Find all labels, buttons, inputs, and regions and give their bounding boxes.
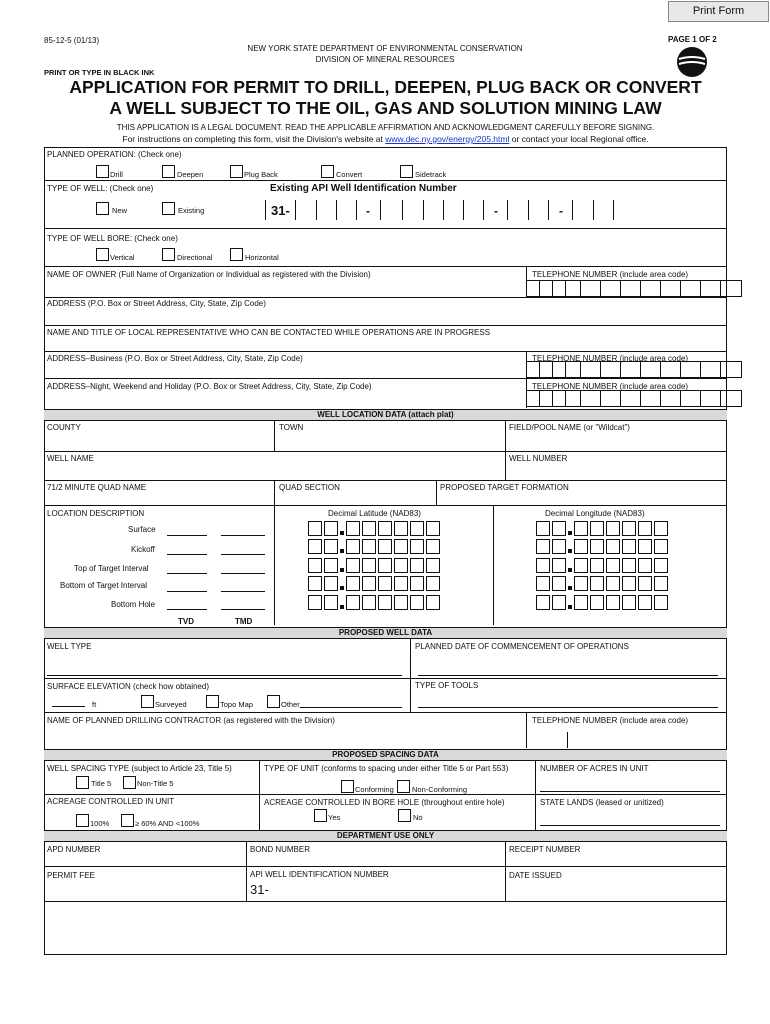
acreage-100-label: 100%: [90, 819, 110, 828]
topo-map-checkbox[interactable]: [206, 695, 219, 708]
directional-label: Directional: [177, 253, 213, 262]
instructions-line: [44, 134, 727, 144]
bottom-target-tmd-input[interactable]: [221, 591, 265, 592]
form-title-line2: A WELL SUBJECT TO THE OIL, GAS AND SOLUTION MINING LAW: [109, 98, 662, 118]
horizontal-label: Horizontal: [245, 253, 279, 262]
spacing-header: PROPOSED SPACING DATA: [44, 749, 727, 761]
bore-yes-label: Yes: [328, 813, 341, 822]
convert-label: Convert: [336, 170, 363, 179]
well-location-header: WELL LOCATION DATA (attach plat): [44, 409, 727, 421]
website-link[interactable]: www.dec.ny.gov/energy/205.html: [385, 134, 510, 144]
proposed-well-header: PROPOSED WELL DATA: [44, 627, 727, 639]
topo-map-label: Topo Map: [220, 700, 253, 709]
acreage-controlled-label: ACREAGE CONTROLLED IN UNIT: [47, 797, 175, 806]
agency-name: NEW YORK STATE DEPARTMENT OF ENVIRONMENTAL CONSERVATION: [247, 44, 523, 53]
page-number: PAGE 1 OF 2: [668, 35, 717, 44]
conforming-label: Conforming: [355, 785, 394, 794]
form-title-line1: APPLICATION FOR PERMIT TO DRILL, DEEPEN, PLUG BACK OR CONVERT: [69, 77, 702, 97]
print-form-button[interactable]: Print Form: [668, 1, 769, 22]
target-formation-label: PROPOSED TARGET FORMATION: [440, 483, 569, 492]
department-use-header: DEPARTMENT USE ONLY: [44, 830, 727, 842]
state-lands-input[interactable]: [540, 825, 720, 826]
state-lands-label: STATE LANDS (leased or unitized): [540, 798, 664, 807]
kickoff-longitude-input[interactable]: [536, 539, 670, 554]
title-5-checkbox[interactable]: [76, 776, 89, 789]
contractor-phone-input[interactable]: [528, 727, 725, 745]
api-well-id-value: 31-: [250, 882, 269, 897]
bottom-hole-longitude-input[interactable]: [536, 595, 670, 610]
instructions-text: For instructions on completing this form, visit the Division's website at: [122, 134, 386, 144]
quad-name-label: 71/2 MINUTE QUAD NAME: [47, 483, 147, 492]
bore-yes-checkbox[interactable]: [314, 809, 327, 822]
acreage-bore-label: ACREAGE CONTROLLED IN BORE HOLE (throughout entire hole): [264, 798, 505, 807]
new-well-checkbox[interactable]: [96, 202, 109, 215]
type-of-well-label: TYPE OF WELL: (Check one): [47, 184, 154, 193]
new-well-label: New: [112, 206, 128, 215]
api-well-id-label: API WELL IDENTIFICATION NUMBER: [250, 870, 389, 879]
type-of-tools-input[interactable]: [418, 707, 718, 708]
receipt-number-label: RECEIPT NUMBER: [509, 845, 581, 854]
existing-well-checkbox[interactable]: [162, 202, 175, 215]
local-rep-label: NAME AND TITLE OF LOCAL REPRESENTATIVE WHO CAN BE CONTACTED WHILE OPERATIONS ARE IN PROGRESS: [47, 328, 491, 337]
well-bore-label: TYPE OF WELL BORE: (Check one): [47, 234, 178, 243]
surface-latitude-input[interactable]: [308, 521, 442, 536]
acreage-60-checkbox[interactable]: [121, 814, 134, 827]
api-dash-2: -: [494, 204, 498, 218]
top-target-longitude-input[interactable]: [536, 558, 670, 573]
acreage-100-checkbox[interactable]: [76, 814, 89, 827]
top-target-label: Top of Target Interval: [74, 564, 149, 573]
contractor-input[interactable]: [46, 727, 524, 745]
surface-tmd-input[interactable]: [221, 535, 265, 536]
county-label: COUNTY: [47, 423, 81, 432]
local-rep-input[interactable]: [46, 338, 725, 350]
date-issued-label: DATE ISSUED: [509, 871, 562, 880]
api-id-prefix: 31-: [271, 203, 290, 218]
address-business-label: ADDRESS–Business (P.O. Box or Street Address, City, State, Zip Code): [47, 354, 303, 363]
horizontal-checkbox[interactable]: [230, 248, 243, 261]
drill-label: Drill: [110, 170, 123, 179]
sidetrack-checkbox[interactable]: [400, 165, 413, 178]
api-dash-1: -: [366, 204, 370, 218]
night-phone-label: TELEPHONE NUMBER (include area code): [532, 382, 689, 391]
contractor-phone-label: TELEPHONE NUMBER (include area code): [532, 716, 689, 725]
kickoff-latitude-input[interactable]: [308, 539, 442, 554]
well-type-label: WELL TYPE: [47, 642, 92, 651]
ft-label: ft: [92, 700, 97, 709]
surface-label: Surface: [128, 525, 156, 534]
bottom-hole-latitude-input[interactable]: [308, 595, 442, 610]
sidetrack-label: Sidetrack: [415, 170, 447, 179]
form-code: 85-12-5 (01/13): [44, 36, 100, 45]
other-checkbox[interactable]: [267, 695, 280, 708]
convert-checkbox[interactable]: [321, 165, 334, 178]
other-elevation-input[interactable]: [300, 707, 402, 708]
business-phone-label: TELEPHONE NUMBER (include area code): [532, 354, 689, 363]
top-target-tvd-input[interactable]: [167, 573, 207, 574]
directional-checkbox[interactable]: [162, 248, 175, 261]
address-label: ADDRESS (P.O. Box or Street Address, City, State, Zip Code): [47, 299, 266, 308]
surveyed-checkbox[interactable]: [141, 695, 154, 708]
api-id-input[interactable]: [265, 200, 615, 220]
bottom-target-longitude-input[interactable]: [536, 576, 670, 591]
kickoff-tvd-input[interactable]: [167, 554, 207, 555]
instructions-text-end: or contact your local Regional office.: [509, 134, 649, 144]
deepen-checkbox[interactable]: [162, 165, 175, 178]
surface-elevation-label: SURFACE ELEVATION (check how obtained): [47, 682, 209, 691]
contractor-label: NAME OF PLANNED DRILLING CONTRACTOR (as registered with the Division): [47, 716, 335, 725]
vertical-checkbox[interactable]: [96, 248, 109, 261]
plug-back-checkbox[interactable]: [230, 165, 243, 178]
spacing-type-label: WELL SPACING TYPE (subject to Article 23, Title 5): [47, 764, 232, 773]
legal-notice: THIS APPLICATION IS A LEGAL DOCUMENT. READ THE APPLICABLE AFFIRMATION AND ACKNOWLEDGMENT CAREFULLY BEFORE SIGNING.: [116, 123, 655, 132]
bottom-hole-tmd-input[interactable]: [221, 609, 265, 610]
acres-label: NUMBER OF ACRES IN UNIT: [540, 764, 649, 773]
vertical-label: Vertical: [110, 253, 135, 262]
non-conforming-checkbox[interactable]: [397, 780, 410, 793]
permit-fee-label: PERMIT FEE: [47, 871, 95, 880]
longitude-label: Decimal Longitude (NAD83): [545, 509, 645, 518]
non-conforming-label: Non-Conforming: [412, 785, 468, 794]
night-phone-input[interactable]: [526, 390, 742, 407]
tvd-label: TVD: [178, 617, 194, 626]
town-label: TOWN: [279, 423, 304, 432]
bond-number-label: BOND NUMBER: [250, 845, 311, 854]
acreage-60-label: ≥ 60% AND <100%: [135, 819, 200, 828]
non-title-5-checkbox[interactable]: [123, 776, 136, 789]
deepen-label: Deepen: [177, 170, 204, 179]
api-dash-3: -: [559, 204, 563, 218]
drill-checkbox[interactable]: [96, 165, 109, 178]
field-pool-label: FIELD/POOL NAME (or "Wildcat"): [509, 423, 630, 432]
tmd-label: TMD: [235, 617, 253, 626]
well-name-label: WELL NAME: [47, 454, 94, 463]
top-target-latitude-input[interactable]: [308, 558, 442, 573]
dec-logo-icon: [676, 46, 708, 78]
location-description-label: LOCATION DESCRIPTION: [47, 509, 145, 518]
well-number-label: WELL NUMBER: [509, 454, 568, 463]
kickoff-tmd-input[interactable]: [221, 554, 265, 555]
api-id-label: Existing API Well Identification Number: [270, 183, 457, 194]
bottom-hole-tvd-input[interactable]: [167, 609, 207, 610]
conforming-checkbox[interactable]: [341, 780, 354, 793]
division-name: DIVISION OF MINERAL RESOURCES: [315, 55, 455, 64]
existing-well-label: Existing: [178, 206, 205, 215]
business-phone-input[interactable]: [526, 361, 742, 378]
planned-operation-label: PLANNED OPERATION: (Check one): [47, 150, 182, 159]
surface-longitude-input[interactable]: [536, 521, 670, 536]
latitude-label: Decimal Latitude (NAD83): [328, 509, 421, 518]
bottom-target-label: Bottom of Target Interval: [60, 581, 148, 590]
apd-number-label: APD NUMBER: [47, 845, 101, 854]
commencement-date-input[interactable]: [418, 675, 718, 676]
owner-phone-label: TELEPHONE NUMBER (include area code): [532, 270, 689, 279]
commencement-date-label: PLANNED DATE OF COMMENCEMENT OF OPERATIONS: [415, 642, 629, 651]
owner-phone-input[interactable]: [526, 280, 742, 297]
quad-section-label: QUAD SECTION: [279, 483, 340, 492]
address-input[interactable]: [46, 309, 725, 324]
type-of-tools-label: TYPE OF TOOLS: [415, 681, 479, 690]
bottom-target-tvd-input[interactable]: [167, 591, 207, 592]
surveyed-label: Surveyed: [155, 700, 187, 709]
well-type-input[interactable]: [47, 675, 402, 676]
plug-back-label: Plug Back: [244, 170, 278, 179]
bottom-target-latitude-input[interactable]: [308, 576, 442, 591]
top-target-tmd-input[interactable]: [221, 573, 265, 574]
surface-elevation-input[interactable]: [52, 706, 85, 707]
bottom-hole-label: Bottom Hole: [111, 600, 156, 609]
address-night-label: ADDRESS–Night, Weekend and Holiday (P.O. Box or Street Address, City, State, Zip Code): [47, 382, 372, 391]
bore-no-label: No: [413, 813, 423, 822]
print-note: PRINT OR TYPE IN BLACK INK: [44, 68, 155, 77]
acres-input[interactable]: [540, 791, 720, 792]
surface-tvd-input[interactable]: [167, 535, 207, 536]
title-5-label: Title 5: [91, 779, 112, 788]
non-title-5-label: Non-Title 5: [137, 779, 174, 788]
bore-no-checkbox[interactable]: [398, 809, 411, 822]
unit-type-label: TYPE OF UNIT (conforms to spacing under either Title 5 or Part 553): [264, 764, 509, 773]
kickoff-label: Kickoff: [131, 545, 155, 554]
other-label: Other: [281, 700, 300, 709]
owner-name-label: NAME OF OWNER (Full Name of Organization or Individual as registered with the Division): [47, 270, 371, 279]
